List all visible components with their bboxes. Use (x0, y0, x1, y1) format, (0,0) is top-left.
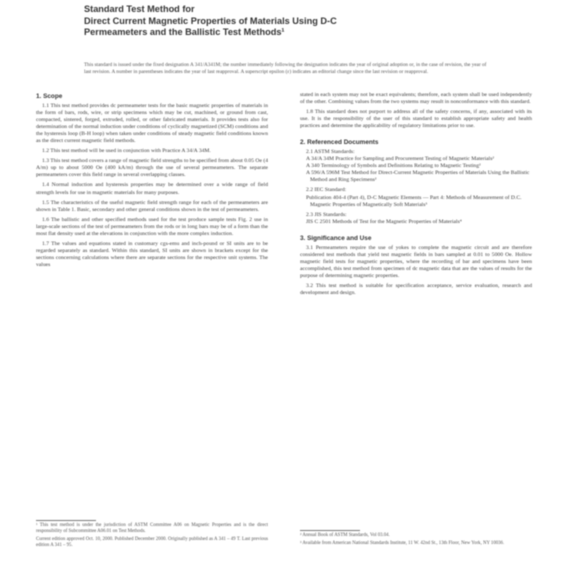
reference-group (300, 149, 532, 184)
footnote: Current edition approved Oct. 10, 2000. Published December 2000. Originally published as A 341 – 49 T. Last previous edition A 341 – 95. (36, 537, 268, 549)
scope-paragraph: 1.1 This test method provides dc permeameter tests for the basic magnetic properties of materials in the form of bars, rods, wire, or strip specimens which may be cut, machined, or ground from cast, compacted, sintered, forged, extruded, rolled, or other fabricated materials. It provides tests also for determination of the normal induction under conditions of cyclically magnetized (SCM) conditions and the hysteresis loop (B-H loop) when taken under conditions of steady magnetic field conditions known as the direct current magnetic field methods. (36, 103, 268, 145)
title-line-2: Direct Current Magnetic Properties of Materials Using D-C (84, 15, 337, 26)
reference-item: 2.1 ASTM Standards: (306, 149, 355, 156)
scope-continuation-paragraph: stated in each system may not be exact equivalents; therefore, each system shall be used independently of the other. Combining values from the two systems may result in nonconformance with this standard. (300, 92, 532, 106)
section-heading-significance: 3. Significance and Use (300, 234, 372, 242)
reference-item: 2.3 JIS Standards: (306, 211, 347, 218)
section-heading-referenced-documents: 2. Referenced Documents (300, 139, 379, 147)
section-heading-scope: 1. Scope (36, 93, 63, 100)
reference-item: A 340 Terminology of Symbols and Definitions Relating to Magnetic Testing² (306, 163, 481, 170)
reference-item: JIS C 2501 Methods of Test for the Magnetic Properties of Materials⁴ (306, 218, 462, 225)
scope-paragraph: 1.5 The characteristics of the useful magnetic field strength range for each of the permeameters are shown in Table 1. Basic, secondary and other general conditions shown in the test of permeameters. (36, 199, 268, 213)
scope-paragraph: 1.4 Normal induction and hysteresis properties may be determined over a wide range of field strength levels for use in magnetic materials for many purposes. (36, 182, 268, 196)
scope-paragraph: 1.7 The values and equations stated in customary cgs-emu and inch-pound or SI units are to be regarded separately as standard. Within this standard, SI units are shown in brackets except for the sections concerning calculations where there are separate sections for the respective unit systems. The values (36, 240, 268, 268)
reference-item: A 34/A 34M Practice for Sampling and Procurement Testing of Magnetic Materials² (306, 156, 495, 163)
footnote: ³ Available from American National Standards Institute, 11 W. 42nd St., 13th Floor, New York, NY 10036. (300, 541, 505, 546)
designation-notice: This standard is issued under the fixed designation A 341/A341M; the number immediately following the designation indicates the year of original adoption or, in the case of revision, the year of last revision. A number in parentheses indicates the year of last reapproval. A superscript epsilon (ε) indicates an editorial change since the last revision or reapproval. (84, 62, 487, 75)
footnote: ¹ This test method is under the jurisdiction of ASTM Committee A06 on Magnetic Properties and is the direct responsibility of Subcommittee A06.01 on Test Methods. (36, 523, 268, 535)
reference-item: A 596/A 596M Test Method for Direct-Current Magnetic Properties of Materials Using the Ballistic Method and Ring Specimens² (306, 170, 530, 184)
reference-item: 2.2 IEC Standard: (306, 187, 347, 194)
reference-item: Publication 404-4 (Part 4), D-C Magnetic Elements — Part 4: Methods of Measurement of D.C. Magnetic Properties of Magnetically Soft Materials³ (306, 194, 522, 208)
scope-paragraph: 1.3 This test method covers a range of magnetic field strengths to be specified from about 0.05 Oe (4 A/m) up to about 5000 Oe (400 kA/m) through the use of several permeameters. The separate permeameters cover this field range in several overlapping classes. (36, 158, 268, 179)
title-line-1: Standard Test Method for (84, 4, 195, 14)
scope-paragraph: 1.8 This standard does not purport to address all of the safety concerns, if any, associated with its use. It is the responsibility of the user of this standard to establish appropriate safety and health practices and determine the applicability of regulatory limitations prior to use. (300, 109, 532, 130)
scope-paragraph: 1.6 The ballistic and other specified methods used for the test produce sample tests Fig. 2 use in large-scale sections of the test of permeameters from the rods or in long bars may be of a form than the most flat density used at the elevations in conjunction with the more complex induction. (36, 216, 268, 237)
document-title (84, 4, 504, 39)
reference-group (300, 212, 532, 226)
left-column (36, 92, 268, 272)
scope-paragraph: 1.2 This test method will be used in conjunction with Practice A 34/A 34M. (42, 148, 211, 155)
reference-group (300, 187, 532, 208)
footnote-divider (300, 530, 360, 531)
significance-paragraph: 3.2 This test method is suitable for specification acceptance, service evaluation, research and development and design. (300, 282, 532, 296)
footnote: ² Annual Book of ASTM Standards, Vol 03.04. (300, 533, 390, 538)
footnote-divider (36, 520, 96, 521)
title-line-3: Permeameters and the Ballistic Test Methods¹ (84, 27, 285, 37)
right-column (300, 92, 532, 300)
significance-paragraph: 3.1 Permeameters require the use of yokes to complete the magnetic circuit and are therefore considered test methods that yield test magnetic fields in bars sampled at 0.01 to 5000 Oe. Hollow magnetic field tests for magnetic properties, where the recording of bar and specimens have been accomplished, this test method from specimen of dc magnetic data that are the values of results for the purpose of determining magnetic properties. (300, 244, 532, 279)
